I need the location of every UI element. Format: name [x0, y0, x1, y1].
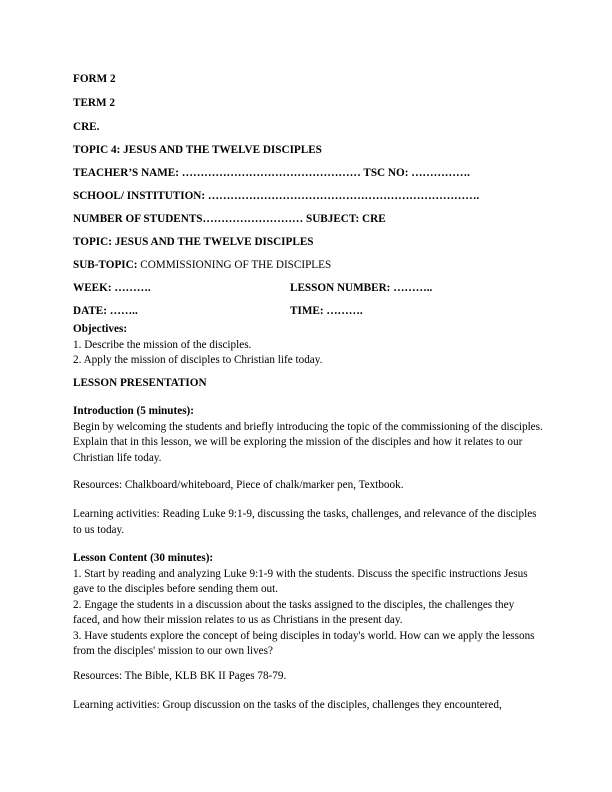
week-field: WEEK: ……….: [73, 282, 151, 294]
time-field: TIME: ……….: [290, 305, 363, 317]
introduction-activities: Learning activities: Reading Luke 9:1-9, discussing the tasks, challenges, and relevance of the disciples to us today.: [73, 508, 537, 536]
lesson-presentation-heading: LESSON PRESENTATION: [73, 377, 207, 389]
subject-label: CRE.: [73, 121, 100, 133]
form-label: FORM 2: [73, 73, 116, 85]
objectives-heading: Objectives:: [73, 323, 128, 335]
subtopic-field: [73, 258, 331, 272]
teacher-name-field: TEACHER’S NAME: ………………………………………… TSC NO: …………….: [73, 167, 470, 179]
lesson-content-item: 2. Engage the students in a discussion about the tasks assigned to the disciples, the challenges they faced, and how their mission relates to us as Christians in the present day.: [73, 598, 515, 626]
students-subject-field: NUMBER OF STUDENTS……………………… SUBJECT: CRE: [73, 213, 386, 225]
subtopic-label: SUB-TOPIC:: [73, 259, 138, 271]
school-field: SCHOOL/ INSTITUTION: ……………………………………………………………….: [73, 190, 480, 202]
subtopic-value: COMMISSIONING OF THE DISCIPLES: [137, 259, 332, 271]
objectives-section: [73, 322, 543, 369]
objective-item: 2. Apply the mission of disciples to Christian life today.: [73, 354, 323, 366]
introduction-body: Begin by welcoming the students and briefly introducing the topic of the commissioning of the disciples. Explain that in this lesson, we will be exploring the mission of the disciples and how it relates to our Christian life today.: [73, 420, 543, 464]
lesson-content-resources: Resources: The Bible, KLB BK II Pages 78-79.: [73, 670, 287, 682]
term-label: TERM 2: [73, 97, 115, 109]
introduction-section: [73, 404, 543, 466]
introduction-resources: Resources: Chalkboard/whiteboard, Piece of chalk/marker pen, Textbook.: [73, 479, 404, 491]
lesson-content-item: 3. Have students explore the concept of being disciples in today's world. How can we apply the lessons from the disciples' mission to our own lives?: [73, 629, 535, 657]
lesson-content-heading: Lesson Content (30 minutes):: [73, 552, 214, 564]
lesson-number-field: LESSON NUMBER: ………..: [290, 282, 433, 294]
topic-heading: TOPIC 4: JESUS AND THE TWELVE DISCIPLES: [73, 144, 322, 156]
date-field: DATE: ……..: [73, 305, 138, 317]
objective-item: 1. Describe the mission of the disciples.: [73, 338, 252, 351]
topic-field: TOPIC: JESUS AND THE TWELVE DISCIPLES: [73, 236, 314, 248]
lesson-content-item: 1. Start by reading and analyzing Luke 9:1-9 with the students. Discuss the specific instructions Jesus gave to the disciples before sending them out.: [73, 567, 528, 595]
lesson-content-section: [73, 551, 543, 660]
lesson-content-activities: Learning activities: Group discussion on the tasks of the disciples, challenges they encountered,: [73, 699, 502, 711]
introduction-heading: Introduction (5 minutes):: [73, 405, 194, 417]
